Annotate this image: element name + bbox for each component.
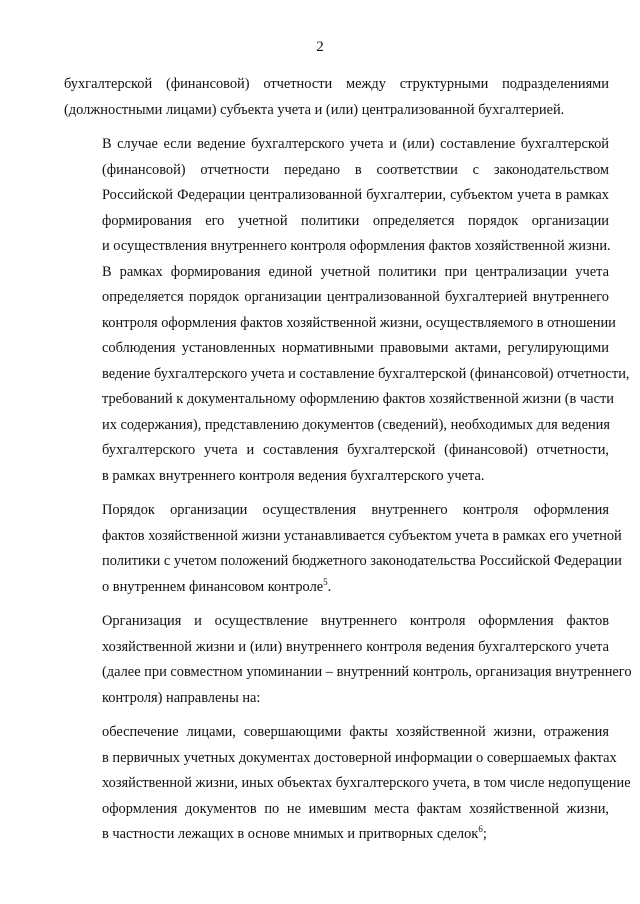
paragraph-1	[64, 72, 609, 123]
text-line: фактов хозяйственной жизни устанавливается субъектом учета в рамках его учетной	[102, 527, 622, 544]
text-line: контроля) направлены на:	[102, 689, 261, 706]
text-line: и осуществления внутреннего контроля оформления фактов хозяйственной жизни.	[102, 238, 611, 254]
text-line: оформления документов по не имевшим места фактам хозяйственной жизни,	[102, 800, 609, 817]
sentence-end: .	[327, 578, 332, 595]
text-line: контроля оформления фактов хозяйственной жизни, осуществляемого в отношении	[102, 314, 616, 331]
text-line: в частности лежащих в основе мнимых и притворных сделок	[102, 826, 479, 842]
text-line: определяется порядок организации централизованной бухгалтерией внутреннего	[102, 289, 609, 305]
text-line: Российской Федерации централизованной бухгалтерии, субъектом учета в рамках	[102, 187, 609, 203]
page-number: 2	[316, 39, 324, 55]
paragraph-4	[64, 609, 632, 711]
sentence-end: ;	[482, 826, 487, 842]
text-line-with-footnote	[64, 575, 609, 601]
text-line: требований к документальному оформлению фактов хозяйственной жизни (в части	[102, 391, 614, 407]
text-line: (финансовой) отчетности передано в соответствии с законодательством	[102, 161, 609, 178]
text-line: формирования его учетной политики определяется порядок организации	[102, 212, 609, 229]
text-line: Порядок организации осуществления внутреннего контроля оформления	[102, 502, 609, 518]
footnote-marker: 6	[478, 824, 483, 835]
text-line: о внутреннем финансовом контроле	[102, 578, 324, 595]
text-line: Организация и осуществление внутреннего контроля оформления фактов	[102, 613, 609, 629]
text-line: в первичных учетных документах достоверной информации о совершаемых фактах	[102, 749, 617, 766]
text-line: хозяйственной жизни, иных объектах бухгалтерского учета, в том числе недопущение	[102, 775, 631, 791]
paragraph-5	[64, 720, 631, 848]
text-line: (должностными лицами) субъекта учета и (или) централизованной бухгалтерией.	[64, 101, 565, 118]
text-line: политики с учетом положений бюджетного законодательства Российской Федерации	[102, 553, 622, 569]
footnote-marker: 5	[323, 576, 328, 587]
text-line: соблюдения установленных нормативными правовыми актами, регулирующими	[102, 340, 609, 356]
text-line: в рамках внутреннего контроля ведения бухгалтерского учета.	[102, 467, 485, 484]
text-line: ведение бухгалтерского учета и составление бухгалтерской (финансовой) отчетности,	[102, 365, 630, 382]
text-line: обеспечение лицами, совершающими факты хозяйственной жизни, отражения	[102, 724, 609, 740]
document-body	[64, 72, 632, 857]
text-line: их содержания), представлению документов (сведений), необходимых для ведения	[102, 416, 610, 433]
text-line: бухгалтерского учета и составления бухгалтерской (финансовой) отчетности,	[102, 442, 609, 458]
text-line: хозяйственной жизни и (или) внутреннего контроля ведения бухгалтерского учета	[102, 638, 609, 655]
paragraph-2	[64, 132, 630, 489]
paragraph-3	[64, 498, 622, 600]
text-line-with-footnote	[64, 822, 609, 848]
text-line: (далее при совместном упоминании – внутренний контроль, организация внутреннего	[102, 664, 632, 680]
text-line: В случае если ведение бухгалтерского учета и (или) составление бухгалтерской	[102, 136, 609, 152]
text-line: В рамках формирования единой учетной политики при централизации учета	[102, 263, 609, 280]
text-line: бухгалтерской (финансовой) отчетности между структурными подразделениями	[64, 76, 609, 92]
